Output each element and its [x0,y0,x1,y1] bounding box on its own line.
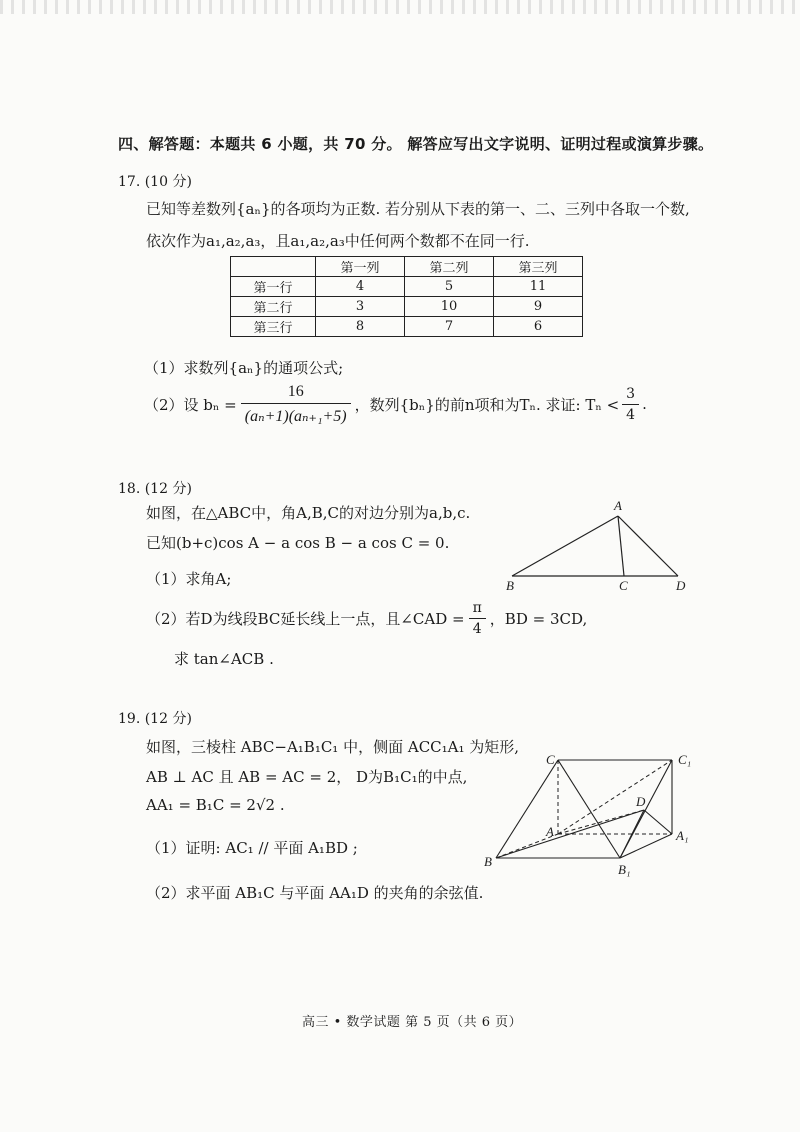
q17-part2-mid: ，数列{bₙ}的前n项和为Tₙ. 求证: Tₙ < [354,395,620,414]
q19-part1: （1）证明: AC₁ // 平面 A₁BD ; [146,839,358,857]
label-C1: C₁ [678,752,692,767]
label-D: D [636,794,646,809]
q17-number: 17. (10 分) [118,174,192,190]
section-title: 四、解答题：本题共 6 小题，共 70 分。 解答应写出文字说明、证明过程或演算步骤。 [118,135,714,153]
q17-part2-fraction [241,383,351,426]
q17-part1: （1）求数列{aₙ}的通项公式; [144,359,344,377]
label-B: B [484,854,492,869]
q18-part2-fraction [469,600,486,637]
q18-part2-end: ，BD = 3CD, [489,609,588,628]
q18-line1: 如图，在△ABC中，角A,B,C的对边分别为a,b,c. [146,504,471,522]
triangle-figure [500,496,700,596]
segment-BA [512,516,618,576]
table-row-label: 第二行 [231,297,316,317]
q17-part2 [144,380,647,428]
segment-DA1 [644,810,672,834]
q17-part2-prefix: （2）设 bₙ = [144,395,237,414]
table-cell: 4 [316,277,405,297]
label-C: C [546,752,555,767]
table-cell: 10 [405,297,494,317]
fraction-denominator: (aₙ+1)(aₙ₊₁+5) [244,407,347,425]
prism-figure [482,748,702,880]
q17-part2-fraction-small [622,386,639,423]
q18-part2 [146,597,587,639]
q19-number: 19. (12 分) [118,711,192,727]
label-A: A [614,498,622,513]
edge-CB [496,760,558,858]
q17-line1: 已知等差数列{aₙ}的各项均为正数. 若分别从下表的第一、二、三列中各取一个数, [146,200,690,218]
fraction-numerator: π [469,600,486,619]
q18-number: 18. (12 分) [118,481,192,497]
q19-line1: 如图，三棱柱 ABC−A₁B₁C₁ 中，侧面 ACC₁A₁ 为矩形, [146,738,520,756]
fraction-numerator: 16 [241,383,351,404]
hidden-segment-AC1 [558,760,672,834]
table-cell: 5 [405,277,494,297]
table-header-row [231,257,583,277]
fraction-denominator: 4 [626,406,636,423]
table-header-cell: 第一列 [316,257,405,277]
label-C: C [619,578,628,593]
q19-line2: AB ⊥ AC 且 AB = AC = 2， D为B₁C₁的中点, [146,768,468,786]
scan-noise-top [0,0,800,14]
table-header-cell: 第三列 [494,257,583,277]
table-row-label: 第一行 [231,277,316,297]
table-row [231,317,583,337]
table-cell: 6 [494,317,583,337]
q18-part1: （1）求角A; [146,570,232,588]
edge-B1A1 [620,834,672,858]
table-cell: 8 [316,317,405,337]
label-A1: A₁ [676,828,689,843]
q17-part2-end: . [642,395,647,413]
q18-line2: 已知(b+c)cos A − a cos B − a cos C = 0. [146,534,450,552]
label-B1: B₁ [618,862,631,877]
table-cell: 9 [494,297,583,317]
segment-AD [618,516,678,576]
q17-table [230,256,583,337]
q17-line2: 依次作为a₁,a₂,a₃，且a₁,a₂,a₃中任何两个数都不在同一行. [146,232,530,250]
q18-part2-line2: 求 tan∠ACB . [174,650,274,668]
fraction-numerator: 3 [622,386,639,405]
q18-part2-prefix: （2）若D为线段BC延长线上一点，且∠CAD = [146,609,465,628]
label-D: D [676,578,686,593]
table-row-label: 第三行 [231,317,316,337]
table-cell: 3 [316,297,405,317]
table-row [231,297,583,317]
segment-AC [618,516,624,576]
table-cell: 7 [405,317,494,337]
fraction-denominator: 4 [472,620,482,637]
table-row [231,277,583,297]
edge-CB1 [558,760,620,858]
label-B: B [506,578,514,593]
q19-part2: （2）求平面 AB₁C 与平面 AA₁D 的夹角的余弦值. [146,884,484,902]
hidden-segment-AD [558,810,644,834]
table-cell [231,257,316,277]
q19-line3: AA₁ = B₁C = 2√2 . [146,796,285,814]
table-cell: 11 [494,277,583,297]
table-header-cell: 第二列 [405,257,494,277]
label-A: A [546,824,554,839]
edge-C1B1 [620,760,672,858]
page-footer: 高三 • 数学试题 第 5 页（共 6 页） [302,1015,523,1030]
